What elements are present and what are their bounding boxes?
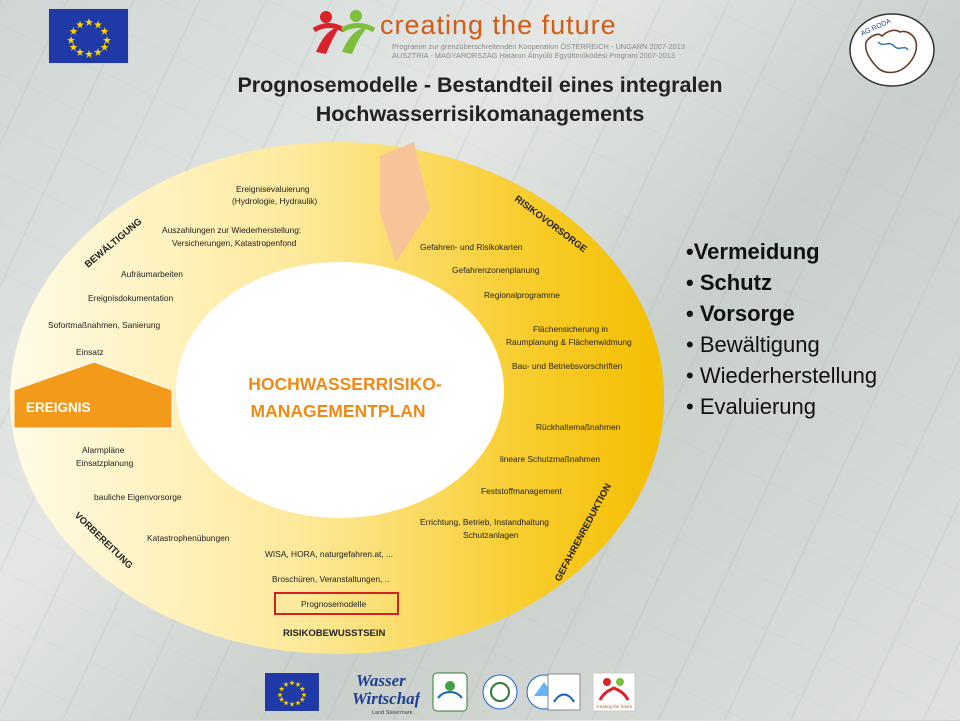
partner-logo-2-icon xyxy=(482,672,518,712)
item-gefahrenkarten: Gefahren- und Risikokarten xyxy=(420,242,523,252)
item-feststoff: Feststoffmanagement xyxy=(481,486,562,496)
item-katastrophenuebungen: Katastrophenübungen xyxy=(147,533,230,543)
center-title-line1: HOCHWASSERRISIKO- xyxy=(248,374,442,394)
sector-label-risikobewusstsein: RISIKOBEWUSSTSEIN xyxy=(283,628,386,639)
sector-label-vorbereitung: VORBEREITUNG xyxy=(71,510,135,572)
item-auszahlungen-1: Auszahlungen zur Wiederherstellung: xyxy=(162,225,302,235)
item-aufraeumarbeiten: Aufräumarbeiten xyxy=(121,269,183,279)
wasserwirtschaft-line1: Wasser xyxy=(356,671,406,690)
item-ereignisdokumentation: Ereignisdokumentation xyxy=(88,293,174,303)
item-eigenvorsorge: bauliche Eigenvorsorge xyxy=(94,492,182,502)
item-ereignisevaluierung-2: (Hydrologie, Hydraulik) xyxy=(232,196,318,206)
bullet-item-wiederherstellung: • Wiederherstellung xyxy=(686,363,878,388)
sector-label-bewaeltigung: BEWÄLTIGUNG xyxy=(82,216,145,271)
map-logo-label: AG RODA xyxy=(859,17,893,38)
footer-eu-flag-icon xyxy=(264,672,320,712)
item-prognosemodelle: Prognosemodelle xyxy=(301,599,367,609)
item-wisa: WISA, HORA, naturgefahren.at, ... xyxy=(265,549,394,559)
wasserwirtschaft-line2: Wirtschaft xyxy=(352,689,420,708)
item-flaechensicherung-2: Raumplanung & Flächenwidmung xyxy=(506,337,632,347)
wasserwirtschaft-logo xyxy=(350,668,420,716)
bullet-item-schutz: • Schutz xyxy=(686,270,772,295)
item-einsatzplanung: Einsatzplanung xyxy=(76,458,134,468)
sector-label-gefahrenreduktion: GEFAHRENREDUKTION xyxy=(552,481,614,584)
partner-logo-1-icon xyxy=(432,672,468,712)
program-logo-line2: AUSZTRIA - MAGYARORSZÁG Határon Átnyúló Együttműködési Program 2007-2013 xyxy=(392,51,675,60)
sector-label-risikovorsorge: RISIKOVORSORGE xyxy=(512,193,589,256)
item-auszahlungen-2: Versicherungen, Katastropenfond xyxy=(172,238,297,248)
item-broschueren: Broschüren, Veranstaltungen, .. xyxy=(272,574,390,584)
event-label: EREIGNIS xyxy=(26,400,91,415)
item-alarmplaene: Alarmpläne xyxy=(82,445,125,455)
program-logo-line1: Programm zur grenzüberschreitenden Kooperation ÖSTERREICH - UNGARN 2007-2013 xyxy=(392,42,685,51)
creating-the-future-small-logo xyxy=(592,672,636,712)
item-gefahrenzonen: Gefahrenzonenplanung xyxy=(452,265,540,275)
page-title-line2: Hochwasserrisikomanagements xyxy=(315,102,645,126)
bullet-item-evaluierung: • Evaluierung xyxy=(686,394,817,419)
item-bauvorschriften: Bau- und Betriebsvorschriften xyxy=(512,361,623,371)
bullet-item-bewaeltigung: • Bewältigung xyxy=(686,332,820,357)
bullet-item-vorsorge: • Vorsorge xyxy=(686,301,795,326)
partner-logo-4-icon xyxy=(546,672,582,712)
item-errichtung-1: Errichtung, Betrieb, Instandhaltung xyxy=(420,517,549,527)
item-ereignisevaluierung-1: Ereignisevaluierung xyxy=(236,184,310,194)
bullet-item-vermeidung: •Vermeidung xyxy=(686,239,820,264)
item-flaechensicherung-1: Flächensicherung in xyxy=(533,324,608,334)
center-title-line2: MANAGEMENTPLAN xyxy=(250,401,426,421)
item-einsatz: Einsatz xyxy=(76,347,104,357)
bullet-list xyxy=(686,236,877,422)
item-errichtung-2: Schutzanlagen xyxy=(463,530,519,540)
small-logo-text: creating the future xyxy=(596,704,633,709)
item-rueckhalte: Rückhaltemaßnahmen xyxy=(536,422,621,432)
page-title-line1: Prognosemodelle - Bestandteil eines integralen xyxy=(237,73,723,97)
item-lineare: lineare Schutzmaßnahmen xyxy=(500,454,601,464)
item-sofortmassnahmen: Sofortmaßnahmen, Sanierung xyxy=(48,320,161,330)
program-logo-title: creating the future xyxy=(380,10,617,40)
wasserwirtschaft-sub: Land Steiermark xyxy=(372,710,413,716)
item-regionalprogramme: Regionalprogramme xyxy=(484,290,560,300)
